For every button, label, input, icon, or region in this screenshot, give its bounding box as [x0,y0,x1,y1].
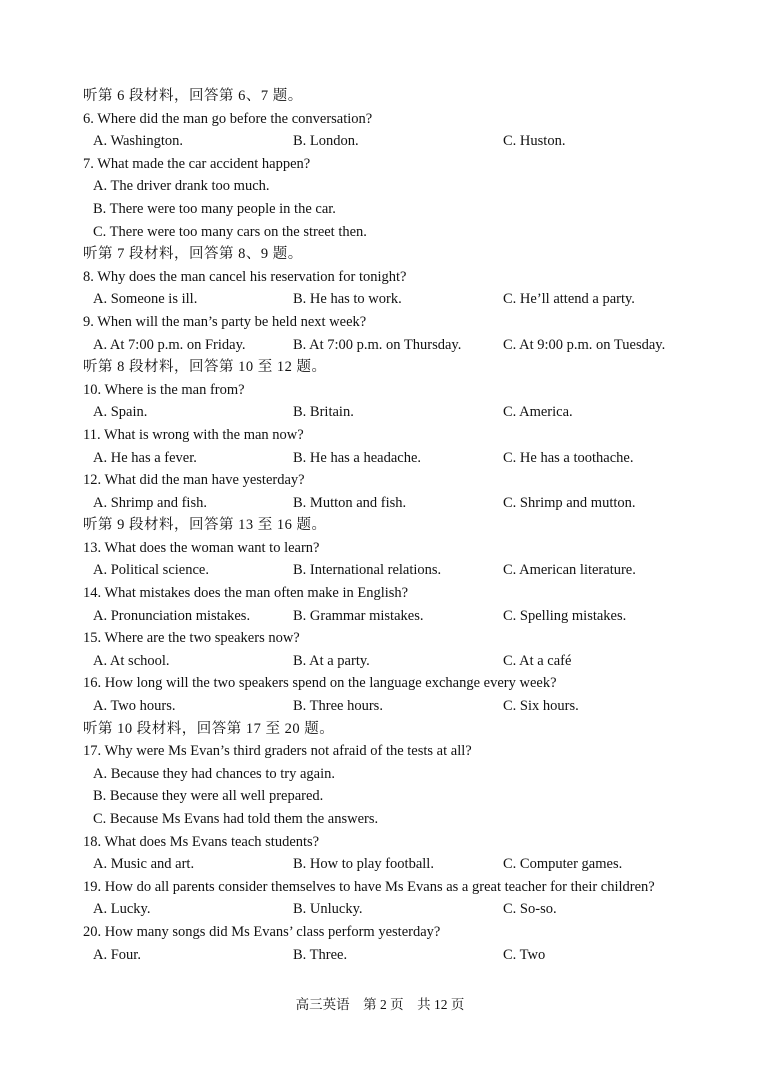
option-a: A. Two hours. [93,698,176,715]
option-a: A. The driver drank too much. [93,178,270,195]
options-row [83,130,683,153]
question-text: 19. How do all parents consider themselves to have Ms Evans as a great teacher for their children? [83,878,655,895]
option-c: C. America. [503,404,573,421]
option-a: A. Four. [93,946,141,963]
options-row [83,559,683,582]
section-heading: 听第 10 段材料，回答第 17 至 20 题。 [83,720,335,737]
option-b: B. Mutton and fish. [293,494,407,511]
section-heading: 听第 8 段材料，回答第 10 至 12 题。 [83,359,327,376]
option-c: C. American literature. [503,562,636,579]
option-b: B. London. [293,133,359,150]
option-a: A. Political science. [93,562,209,579]
options-row [83,334,683,357]
section-heading: 听第 9 段材料，回答第 13 至 16 题。 [83,517,327,534]
option-c: C. At 9:00 p.m. on Tuesday. [503,336,666,353]
option-c: C. Six hours. [503,698,579,715]
option-c: C. Computer games. [503,856,623,873]
question-text: 16. How long will the two speakers spend on the language exchange every week? [83,675,557,692]
option-c: C. He has a toothache. [503,449,634,466]
option-b: B. Three hours. [293,698,383,715]
question-text: 6. Where did the man go before the conversation? [83,110,373,127]
option-a: A. He has a fever. [93,449,197,466]
listening-section [83,85,683,966]
options-row [83,944,683,967]
options-row [83,853,683,876]
option-b: B. Unlucky. [293,901,363,918]
question-text: 11. What is wrong with the man now? [83,426,304,443]
option-c: C. There were too many cars on the street then. [93,223,367,240]
option-a: A. Because they had chances to try again. [93,765,335,782]
section-heading: 听第 7 段材料，回答第 8、9 题。 [83,246,303,263]
option-a: A. At 7:00 p.m. on Friday. [93,336,246,353]
option-c: C. He’ll attend a party. [503,291,635,308]
option-b: B. There were too many people in the car. [93,200,336,217]
options-row [83,401,683,424]
option-a: A. Pronunciation mistakes. [93,607,251,624]
page-footer: 高三英语 第 2 页 共 12 页 [295,997,465,1012]
question-text: 9. When will the man’s party be held next week? [83,313,367,330]
option-b: B. How to play football. [293,856,434,873]
option-b: B. At a party. [293,652,370,669]
option-c: C. Shrimp and mutton. [503,494,636,511]
options-row [83,898,683,921]
option-a: A. At school. [93,652,170,669]
option-c: C. Because Ms Evans had told them the answers. [93,811,379,827]
question-text: 15. Where are the two speakers now? [83,630,300,647]
option-b: B. Three. [293,946,348,963]
options-row [83,492,683,515]
question-text: 7. What made the car accident happen? [83,155,311,172]
option-b: B. Grammar mistakes. [293,607,424,624]
options-row [83,695,683,718]
question-text: 10. Where is the man from? [83,381,245,398]
question-text: 13. What does the woman want to learn? [83,539,320,556]
option-b: B. International relations. [293,562,442,579]
options-row [83,650,683,673]
option-a: A. Lucky. [93,901,151,918]
options-row [83,605,683,628]
question-text: 8. Why does the man cancel his reservation for tonight? [83,268,407,285]
section-heading: 听第 6 段材料，回答第 6、7 题。 [83,88,303,104]
question-text: 14. What mistakes does the man often make in English? [83,585,409,602]
option-c: C. Huston. [503,133,566,150]
option-b: B. He has to work. [293,291,402,308]
question-text: 18. What does Ms Evans teach students? [83,833,320,850]
question-text: 20. How many songs did Ms Evans’ class perform yesterday? [83,923,441,940]
option-c: C. Two [503,946,546,963]
options-row [83,447,683,470]
option-c: C. At a café [503,652,572,669]
options-row [83,288,683,311]
option-c: C. So-so. [503,901,557,918]
option-a: A. Shrimp and fish. [93,494,207,511]
option-b: B. Because they were all well prepared. [93,788,324,805]
option-b: B. He has a headache. [293,449,422,466]
option-b: B. Britain. [293,404,354,421]
option-c: C. Spelling mistakes. [503,607,627,624]
option-a: A. Someone is ill. [93,291,198,308]
option-a: A. Music and art. [93,856,195,873]
option-a: A. Washington. [93,133,183,150]
question-text: 12. What did the man have yesterday? [83,472,305,489]
option-b: B. At 7:00 p.m. on Thursday. [293,336,462,353]
question-text: 17. Why were Ms Evan’s third graders not afraid of the tests at all? [83,743,472,760]
option-a: A. Spain. [93,404,148,421]
